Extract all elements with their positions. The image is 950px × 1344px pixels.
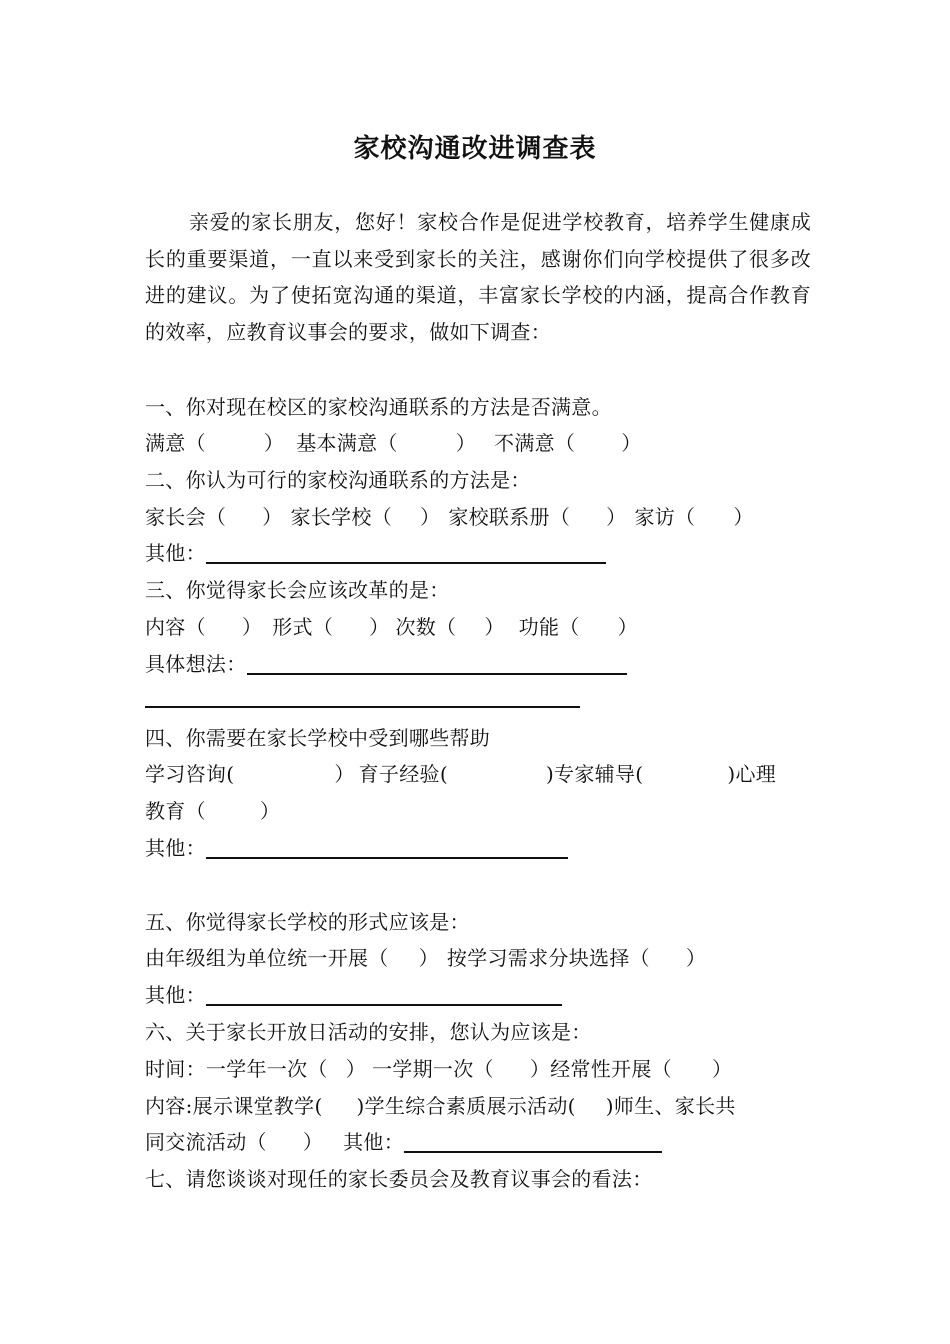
page-title: 家校沟通改进调查表	[353, 134, 597, 164]
question-2-options: 家长会（ ） 家长学校（ ） 家校联系册（ ） 家访（ ）	[145, 505, 754, 529]
q3-ideas-line-2[interactable]	[145, 706, 580, 708]
option-grade-unified[interactable]: 由年级组为单位统一开展（	[145, 946, 389, 970]
option-psychology[interactable]: )心理	[727, 762, 777, 786]
question-4-options-cont: 教育（ ）	[145, 799, 281, 823]
question-3-ideas: 具体想法：	[145, 651, 815, 677]
question-6-time: 时间：一学年一次（ ） 一学期一次（ ）经常性开展（ ）	[145, 1057, 733, 1081]
question-5-other: 其他：	[145, 982, 815, 1008]
question-1-options: 满意（ ） 基本满意（ ） 不满意（ ）	[145, 431, 642, 455]
option-joint-activity[interactable]: )师生、家长共	[605, 1094, 736, 1118]
option-parent-meeting[interactable]: 家长会（	[145, 505, 227, 529]
question-3: 三、你觉得家长会应该改革的是：	[145, 578, 450, 602]
option-unsatisfied[interactable]: 不满意（	[494, 431, 576, 455]
intro-paragraph: 亲爱的家长朋友，您好！家校合作是促进学校教育，培养学生健康成长的重要渠道，一直以来受到家长的关注，感谢你们向学校提供了很多改进的建议。为了使拓宽沟通的渠道，丰富家长学校的内涵，提高合作教育的效率，应教育议事会的要求，做如下调查：	[145, 210, 811, 344]
option-expert-guidance[interactable]: )专家辅导(	[545, 762, 644, 786]
option-once-per-year[interactable]: 时间：一学年一次（	[145, 1057, 328, 1081]
question-5-options: 由年级组为单位统一开展（ ） 按学习需求分块选择（ ）	[145, 946, 707, 970]
question-3-options: 内容（ ） 形式（ ） 次数（ ） 功能（ ）	[145, 615, 638, 639]
option-function[interactable]: 功能（	[518, 615, 580, 639]
option-satisfied[interactable]: 满意（	[145, 431, 206, 455]
q6-other-input[interactable]	[404, 1129, 662, 1153]
question-2: 二、你认为可行的家校沟通联系的方法是：	[145, 468, 531, 492]
option-home-visit[interactable]: 家访（	[634, 505, 696, 529]
question-4-options: 学习咨询( ） 育子经验( )专家辅导( )心理	[145, 762, 777, 786]
option-parenting-experience[interactable]: 育子经验(	[358, 762, 448, 786]
option-form[interactable]: 形式（	[272, 615, 334, 639]
option-content[interactable]: 内容（	[145, 615, 206, 639]
option-study-consulting[interactable]: 学习咨询(	[145, 762, 235, 786]
option-once-per-term[interactable]: 一学期一次（	[372, 1057, 494, 1081]
option-basically-satisfied[interactable]: 基本满意（	[296, 431, 398, 455]
option-quality-display[interactable]: )学生综合素质展示活动(	[356, 1094, 576, 1118]
q5-other-input[interactable]	[206, 982, 562, 1006]
option-classroom-teaching[interactable]: 内容:展示课堂教学(	[145, 1094, 323, 1118]
option-need-based[interactable]: 按学习需求分块选择（	[446, 946, 650, 970]
question-2-other: 其他：	[145, 540, 815, 566]
option-parent-school[interactable]: 家长学校（	[290, 505, 393, 529]
q4-other-input[interactable]	[206, 835, 568, 859]
option-frequency[interactable]: 次数（	[395, 615, 457, 639]
question-1: 一、你对现在校区的家校沟通联系的方法是否满意。	[145, 395, 612, 419]
question-4: 四、你需要在家长学校中受到哪些帮助	[145, 726, 491, 750]
question-6-content-cont: 同交流活动（ ） 其他：	[145, 1129, 815, 1155]
question-7: 七、请您谈谈对现任的家长委员会及教育议事会的看法：	[145, 1167, 653, 1191]
option-regular[interactable]: ）经常性开展（	[529, 1057, 672, 1081]
q3-ideas-input[interactable]	[247, 651, 627, 675]
question-4-other: 其他：	[145, 835, 815, 861]
question-6: 六、关于家长开放日活动的安排，您认为应该是：	[145, 1020, 592, 1044]
q2-other-input[interactable]	[206, 540, 606, 564]
question-5: 五、你觉得家长学校的形式应该是：	[145, 910, 470, 934]
option-contact-book[interactable]: 家校联系册（	[448, 505, 571, 529]
question-6-content	[145, 1093, 815, 1119]
